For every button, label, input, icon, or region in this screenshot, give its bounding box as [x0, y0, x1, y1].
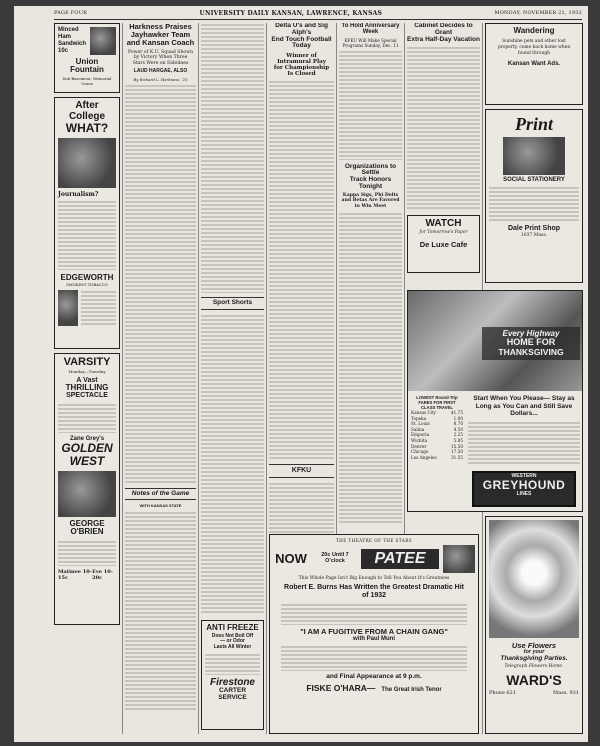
article-body-text: [201, 23, 264, 293]
patee-now: NOW: [275, 551, 307, 567]
wards-address: Mass. 931: [553, 690, 579, 697]
varsity-film-title: GOLDEN WEST: [61, 440, 113, 468]
varsity-showtimes: Monday—Tuesday: [68, 368, 106, 374]
home-for-line: HOME FOR: [506, 337, 556, 348]
fare-city: Chicago: [411, 449, 429, 455]
fare-price: 8.70: [453, 421, 463, 427]
sport-shorts-box: [201, 297, 264, 310]
fare-price: 1.00: [453, 415, 463, 421]
fare-city: Topeka: [411, 415, 427, 421]
wandering-title: Wandering: [513, 26, 555, 35]
harkness-headline: Harkness Praises: [129, 23, 192, 31]
column-7: [485, 23, 583, 285]
kfku-heading: KFKU: [291, 467, 312, 475]
telegraph-line: Telegraph Flowers Home.: [504, 664, 564, 670]
flower-illustration: [489, 520, 579, 638]
patee-author-line: Robert E. Burns Has Written the Greatest Dramatic Hit of 1932: [284, 584, 464, 599]
anniversary-headline: To Hold Anniversary Week: [341, 23, 400, 36]
fare-price: 2.25: [453, 432, 463, 438]
edgeworth-brand: EDGEWORTH: [60, 272, 114, 282]
harkness-deck: Power of K.U. Squad Shown by Victory When Three Stars Were on Sidelines: [127, 49, 194, 66]
watch-deluxe-ad: [407, 215, 480, 273]
ad-body-text: [281, 603, 467, 625]
greyhound-brand: GREYHOUND: [482, 478, 566, 493]
column-rule: [122, 23, 123, 734]
after-college-title: After College: [68, 100, 106, 122]
wards-contact: [489, 690, 579, 696]
greyhound-western: WESTERN: [511, 473, 537, 479]
delta-headline: Delta U's and Sig Alph's: [275, 23, 328, 36]
fare-city: Kansas City: [411, 410, 437, 415]
deluxe-cafe-name: De Luxe Cafe: [419, 239, 468, 249]
ad-body-text: [281, 645, 467, 671]
anti-freeze-ad: [201, 620, 264, 730]
ad-body-text: [58, 403, 116, 433]
final-appearance-line: and Final Appearance at 9 p.m.: [326, 673, 422, 681]
edgeworth-sub: SMOKING TOBACCO: [66, 281, 108, 287]
anti-freeze-line: Lasts All Winter: [213, 643, 252, 650]
journalism-heading: Journalism?: [58, 190, 99, 198]
fare-city: Denver: [411, 443, 427, 449]
organizations-headline: Track Honors Tonight: [349, 176, 392, 191]
greyhound-slogan: Start When You Please— Stay as Long as You Can and Still Save Dollars...: [473, 395, 575, 417]
fare-row: [411, 455, 463, 461]
column-rule: [198, 23, 199, 734]
patee-tagline: This Whole Page Isn't Big Enough to Tell You About It's Greatness: [298, 576, 450, 581]
dale-print-ad: [485, 109, 583, 283]
column-1: [54, 23, 120, 738]
students-illustration: [58, 138, 116, 188]
sandwich-illustration: [90, 27, 116, 55]
fare-price: 31.55: [451, 454, 463, 460]
watch-title: WATCH: [425, 218, 462, 230]
harkness-subhead: LAUD HARGAE, ALSO: [133, 68, 188, 75]
anniversary-deck: KFKU Will Make Special Programs Sunday, Dec. 11: [342, 37, 399, 48]
greyhound-banner: [482, 327, 580, 360]
use-flowers-line: Use Flowers: [511, 641, 557, 650]
column-6: [407, 23, 480, 285]
fare-rows: [411, 410, 463, 460]
fare-price: 4.50: [453, 426, 463, 432]
for-your-line: for your: [523, 648, 545, 655]
want-ads-label: Kansan Want Ads.: [507, 61, 561, 68]
varsity-author: Zane Grey's: [69, 435, 105, 442]
fare-price: 5.85: [453, 437, 463, 443]
film-still-illustration: [58, 471, 116, 517]
article-body-text: [339, 212, 402, 523]
union-fountain-name: Union Fountain: [70, 57, 104, 75]
notes-subhead: WITH KANSAS STATE: [139, 503, 182, 509]
article-body-text: [339, 50, 402, 160]
page-date: MONDAY, NOVEMBER 21, 1932: [494, 10, 582, 16]
wandering-ad: [485, 23, 583, 105]
patee-theatre-line: THE THEATRE OF THE STARS: [335, 538, 413, 543]
delta-headline: End Touch Football Today: [271, 35, 332, 50]
watch-sub: for Tomorrow's Paper: [419, 229, 468, 235]
ad-body-text: [468, 421, 580, 465]
menu-line: 10c: [58, 48, 69, 54]
edgeworth-panel: [58, 290, 116, 326]
fare-table: [411, 395, 463, 460]
tobacco-tin-illustration: [58, 290, 78, 326]
page-number: PAGE FOUR: [54, 10, 88, 16]
cabinet-headline: Cabinet Decides to Grant: [414, 23, 473, 36]
delta-deck: Winner of Intramural Play: [277, 53, 326, 66]
anti-freeze-line: — or Odor: [220, 638, 245, 645]
fiske-line: [273, 684, 475, 693]
page-gutter: [14, 6, 54, 742]
fugitive-star: with Paul Muni: [353, 635, 395, 642]
column-3: [201, 23, 264, 738]
patee-portrait: [443, 545, 475, 573]
fare-city: Wichita: [411, 437, 428, 443]
thanksgiving-line: THANKSGIVING: [498, 346, 564, 357]
notes-box: [125, 488, 196, 501]
fare-price: 17.50: [451, 449, 463, 455]
tagline: THRILLING: [65, 382, 109, 392]
anti-freeze-title: ANTI FREEZE: [206, 622, 259, 632]
stationery-illustration: [503, 137, 565, 175]
tagline: A Vast: [76, 376, 98, 384]
article-body-text: [269, 80, 334, 460]
article-body-text: [407, 46, 480, 211]
wandering-text: Sunshine pets and other lost property, come back home when found through: [497, 39, 571, 57]
harkness-byline: By Richard L. Harkness, '25: [133, 76, 188, 82]
firestone-brand: Firestone: [209, 676, 255, 688]
sport-shorts-heading: Sport Shorts: [212, 299, 253, 306]
greyhound-ad: [407, 290, 583, 512]
delta-deck: for Championship: [273, 65, 330, 72]
tagline: SPECTACLE: [66, 392, 108, 400]
column-rule: [266, 23, 267, 734]
union-fountain-location: Sub-Basement, Memorial Union: [62, 75, 112, 86]
menu-line: Sandwich: [58, 41, 87, 47]
dale-print-shop-name: Dale Print Shop: [507, 225, 561, 233]
patee-price: 20c Until 7 O'clock: [321, 552, 349, 564]
article-body-text: [125, 84, 196, 484]
ad-body-text: [489, 186, 579, 222]
page-header: [54, 10, 582, 20]
dale-print-shop-address: 1037 Mass.: [520, 232, 548, 238]
newspaper-page: [14, 6, 588, 742]
ad-body-text: [81, 290, 116, 326]
fugitive-title: "I AM A FUGITIVE FROM A CHAIN GANG": [300, 627, 448, 636]
carter-service: CARTER SERVICE: [218, 687, 247, 702]
greyhound-lines: LINES: [516, 490, 532, 497]
matinee-price: Matinee 10-15c: [58, 568, 92, 581]
organizations-headline: Organizations to Settle: [344, 162, 397, 177]
fare-city: St. Louis: [411, 421, 430, 427]
ad-body-text: [58, 200, 116, 270]
social-stationery-label: SOCIAL STATIONERY: [503, 177, 565, 183]
irish-tenor: The Great Irish Tenor: [381, 686, 442, 693]
varsity-star: GEORGE: [69, 518, 105, 528]
every-highway-line: Every Highway: [502, 329, 560, 338]
anti-freeze-line: Does Not Boil Off: [211, 633, 254, 640]
patee-logo: PATEE: [361, 549, 439, 570]
article-body-text: [125, 511, 196, 711]
greyhound-copy: [468, 395, 580, 465]
greyhound-logo: [472, 471, 576, 507]
menu-line: Ham: [58, 34, 72, 40]
organizations-deck: Kappa Sigs, Phi Delts and Betas Are Favored to Win Meet: [341, 192, 400, 210]
fare-price: 15.50: [451, 443, 463, 449]
fare-price: $1.75: [451, 410, 463, 415]
harkness-headline: Jayhawker Team: [130, 29, 191, 39]
masthead-line: UNIVERSITY DAILY KANSAN, LAWRENCE, KANSAS: [199, 10, 383, 17]
article-body-text: [201, 314, 264, 614]
thanksgiving-parties-line: Thanksgiving Parties.: [500, 654, 568, 662]
fare-city: Salina: [411, 426, 425, 432]
ad-body-text: [205, 653, 260, 675]
evening-price: Eve 10-20c: [92, 568, 113, 581]
wards-flowers-ad: [485, 516, 583, 734]
varsity-prices: [58, 569, 116, 581]
varsity-theater-ad: [54, 353, 120, 625]
patee-theater-ad: [269, 534, 479, 734]
fare-table-title: LOWEST Round-Trip FARES FOR FIRST CLASS TRAVEL: [416, 395, 458, 410]
wards-name: WARD'S: [506, 672, 562, 689]
column-2: [125, 23, 196, 738]
harkness-headline: and Kansan Coach: [126, 37, 195, 47]
cabinet-headline: Extra Half-Day Vacation: [407, 35, 480, 43]
print-title: Print: [514, 114, 553, 134]
union-fountain-ad: [54, 23, 120, 93]
varsity-star: O'BRIEN: [70, 527, 104, 537]
menu-line: Minced: [58, 27, 79, 33]
fiske-ohara: FISKE O'HARA—: [306, 682, 376, 693]
kfku-box: [269, 464, 334, 477]
after-college-ad: [54, 97, 120, 349]
after-college-what: WHAT?: [65, 121, 109, 135]
notes-heading: Notes of the Game: [131, 489, 190, 497]
fare-city: Los Angeles: [411, 454, 437, 460]
wards-phone: Phone 621: [489, 690, 516, 697]
varsity-name: VARSITY: [63, 356, 111, 368]
column-5: [339, 23, 402, 523]
fare-city: Emporia: [411, 432, 430, 438]
patee-header: [273, 545, 475, 573]
ad-body-text: [58, 540, 116, 566]
delta-deck: Is Closed: [287, 71, 316, 78]
